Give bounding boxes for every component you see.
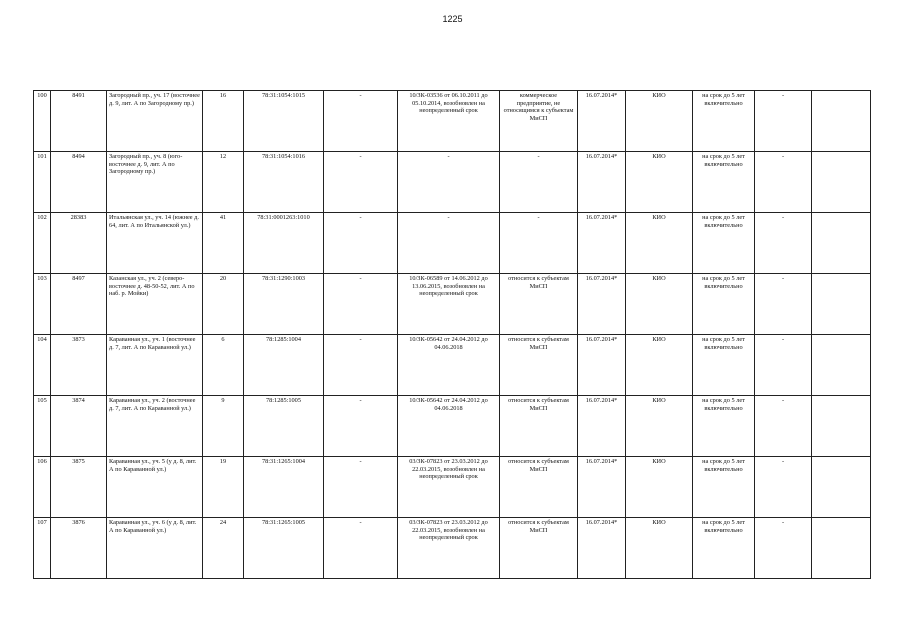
cell-address: Казанская ул., уч. 2 (северо-восточнее д. 48-50-52, лит. А по наб. р. Мойки) xyxy=(107,274,203,335)
cell-column-6: - xyxy=(324,518,398,579)
cell-column-6: - xyxy=(324,213,398,274)
cell-decision-date: 16.07.2014* xyxy=(578,91,626,152)
table-row xyxy=(34,274,871,335)
cell-contract: 10/ЗК-05642 от 24.04.2012 до 04.06.2018 xyxy=(398,396,500,457)
cell-cadastral-number: 78:1285:1005 xyxy=(244,396,324,457)
cell-column-12: - xyxy=(755,274,812,335)
cell-area: 24 xyxy=(203,518,244,579)
cell-column-13 xyxy=(812,335,871,396)
cell-lease-term: на срок до 5 лет включительно xyxy=(693,213,755,274)
cell-lease-term: на срок до 5 лет включительно xyxy=(693,335,755,396)
cell-decision-date: 16.07.2014* xyxy=(578,274,626,335)
table-row xyxy=(34,91,871,152)
cell-sme-status: относится к субъектам МиСП xyxy=(500,335,578,396)
cell-column-12: - xyxy=(755,335,812,396)
cell-decision-date: 16.07.2014* xyxy=(578,213,626,274)
cell-column-6: - xyxy=(324,91,398,152)
cell-object-id: 28383 xyxy=(51,213,107,274)
cell-row-number: 105 xyxy=(34,396,51,457)
cell-sme-status: относится к субъектам МиСП xyxy=(500,457,578,518)
cell-column-6: - xyxy=(324,274,398,335)
cell-object-id: 3876 xyxy=(51,518,107,579)
cell-lease-term: на срок до 5 лет включительно xyxy=(693,152,755,213)
cell-cadastral-number: 78:31:0001263:1010 xyxy=(244,213,324,274)
table-row xyxy=(34,518,871,579)
cell-decision-date: 16.07.2014* xyxy=(578,457,626,518)
cell-address: Итальянская ул., уч. 14 (южнее д. 64, лит. А по Итальянской ул.) xyxy=(107,213,203,274)
cell-address: Караванная ул., уч. 6 (у д. 8, лит. А по Караванной ул.) xyxy=(107,518,203,579)
cell-cadastral-number: 78:31:1054:1015 xyxy=(244,91,324,152)
cell-organization: КИО xyxy=(626,152,693,213)
cell-cadastral-number: 78:31:1054:1016 xyxy=(244,152,324,213)
cell-lease-term: на срок до 5 лет включительно xyxy=(693,274,755,335)
cell-sme-status: относится к субъектам МиСП xyxy=(500,396,578,457)
cell-area: 9 xyxy=(203,396,244,457)
cell-contract: 10/ЗК-06589 от 14.06.2012 до 13.06.2015, возобновлен на неопределенный срок xyxy=(398,274,500,335)
cell-sme-status: - xyxy=(500,213,578,274)
cell-decision-date: 16.07.2014* xyxy=(578,335,626,396)
cell-column-12: - xyxy=(755,91,812,152)
cell-column-6: - xyxy=(324,396,398,457)
cell-address: Загородный пр., уч. 17 (восточнее д. 9, лит. А по Загородному пр.) xyxy=(107,91,203,152)
cell-organization: КИО xyxy=(626,457,693,518)
cell-area: 41 xyxy=(203,213,244,274)
cell-address: Караванная ул., уч. 5 (у д. 8, лит. А по Караванной ул.) xyxy=(107,457,203,518)
cell-area: 19 xyxy=(203,457,244,518)
cell-lease-term: на срок до 5 лет включительно xyxy=(693,457,755,518)
cell-sme-status: относится к субъектам МиСП xyxy=(500,518,578,579)
cell-object-id: 8497 xyxy=(51,274,107,335)
cell-object-id: 3873 xyxy=(51,335,107,396)
cell-organization: КИО xyxy=(626,335,693,396)
table-row xyxy=(34,213,871,274)
cell-row-number: 106 xyxy=(34,457,51,518)
cell-contract: 03/ЗК-07823 от 23.03.2012 до 22.03.2015, возобновлен на неопределенный срок xyxy=(398,457,500,518)
cell-column-13 xyxy=(812,213,871,274)
table-row xyxy=(34,396,871,457)
cell-organization: КИО xyxy=(626,91,693,152)
page-number: 1225 xyxy=(442,14,463,24)
cell-column-13 xyxy=(812,518,871,579)
table-row xyxy=(34,457,871,518)
cell-object-id: 8491 xyxy=(51,91,107,152)
land-plot-register-table xyxy=(33,90,871,579)
cell-column-13 xyxy=(812,396,871,457)
cell-decision-date: 16.07.2014* xyxy=(578,396,626,457)
cell-sme-status: коммерческое предприятие, не относящимся к субъектам МиСП xyxy=(500,91,578,152)
cell-column-12: - xyxy=(755,518,812,579)
cell-column-12: - xyxy=(755,396,812,457)
cell-cadastral-number: 78:31:1265:1005 xyxy=(244,518,324,579)
cell-decision-date: 16.07.2014* xyxy=(578,152,626,213)
cell-row-number: 100 xyxy=(34,91,51,152)
cell-object-id: 3874 xyxy=(51,396,107,457)
cell-lease-term: на срок до 5 лет включительно xyxy=(693,396,755,457)
cell-row-number: 104 xyxy=(34,335,51,396)
cell-column-13 xyxy=(812,91,871,152)
cell-contract: 10/ЗК-03536 от 06.10.2011 до 05.10.2014, возобновлен на неопределенный срок xyxy=(398,91,500,152)
cell-organization: КИО xyxy=(626,274,693,335)
cell-organization: КИО xyxy=(626,518,693,579)
cell-area: 12 xyxy=(203,152,244,213)
cell-column-13 xyxy=(812,457,871,518)
cell-decision-date: 16.07.2014* xyxy=(578,518,626,579)
cell-cadastral-number: 78:1285:1004 xyxy=(244,335,324,396)
cell-object-id: 3875 xyxy=(51,457,107,518)
cell-organization: КИО xyxy=(626,213,693,274)
cell-cadastral-number: 78:31:1290:1003 xyxy=(244,274,324,335)
cell-address: Караванная ул., уч. 2 (восточнее д. 7, лит. А по Караванной ул.) xyxy=(107,396,203,457)
cell-object-id: 8494 xyxy=(51,152,107,213)
cell-column-12: - xyxy=(755,213,812,274)
cell-column-6: - xyxy=(324,335,398,396)
cell-address: Загородный пр., уч. 8 (юго-восточнее д. 9, лит. А по Загородному пр.) xyxy=(107,152,203,213)
cell-column-12: - xyxy=(755,457,812,518)
cell-cadastral-number: 78:31:1265:1004 xyxy=(244,457,324,518)
table-row xyxy=(34,335,871,396)
cell-contract: 10/ЗК-05642 от 24.04.2012 до 04.06.2018 xyxy=(398,335,500,396)
cell-sme-status: - xyxy=(500,152,578,213)
cell-row-number: 102 xyxy=(34,213,51,274)
cell-column-13 xyxy=(812,274,871,335)
cell-column-6: - xyxy=(324,457,398,518)
cell-row-number: 103 xyxy=(34,274,51,335)
cell-lease-term: на срок до 5 лет включительно xyxy=(693,91,755,152)
cell-lease-term: на срок до 5 лет включительно xyxy=(693,518,755,579)
cell-column-13 xyxy=(812,152,871,213)
cell-column-6: - xyxy=(324,152,398,213)
cell-contract: 03/ЗК-07823 от 23.03.2012 до 22.03.2015, возобновлен на неопределенный срок xyxy=(398,518,500,579)
cell-contract: - xyxy=(398,213,500,274)
cell-area: 16 xyxy=(203,91,244,152)
cell-row-number: 107 xyxy=(34,518,51,579)
table-row xyxy=(34,152,871,213)
cell-sme-status: относится к субъектам МиСП xyxy=(500,274,578,335)
cell-address: Караванная ул., уч. 1 (восточнее д. 7, лит. А по Караванной ул.) xyxy=(107,335,203,396)
cell-column-12: - xyxy=(755,152,812,213)
cell-contract: - xyxy=(398,152,500,213)
cell-area: 20 xyxy=(203,274,244,335)
cell-organization: КИО xyxy=(626,396,693,457)
cell-area: 6 xyxy=(203,335,244,396)
cell-row-number: 101 xyxy=(34,152,51,213)
